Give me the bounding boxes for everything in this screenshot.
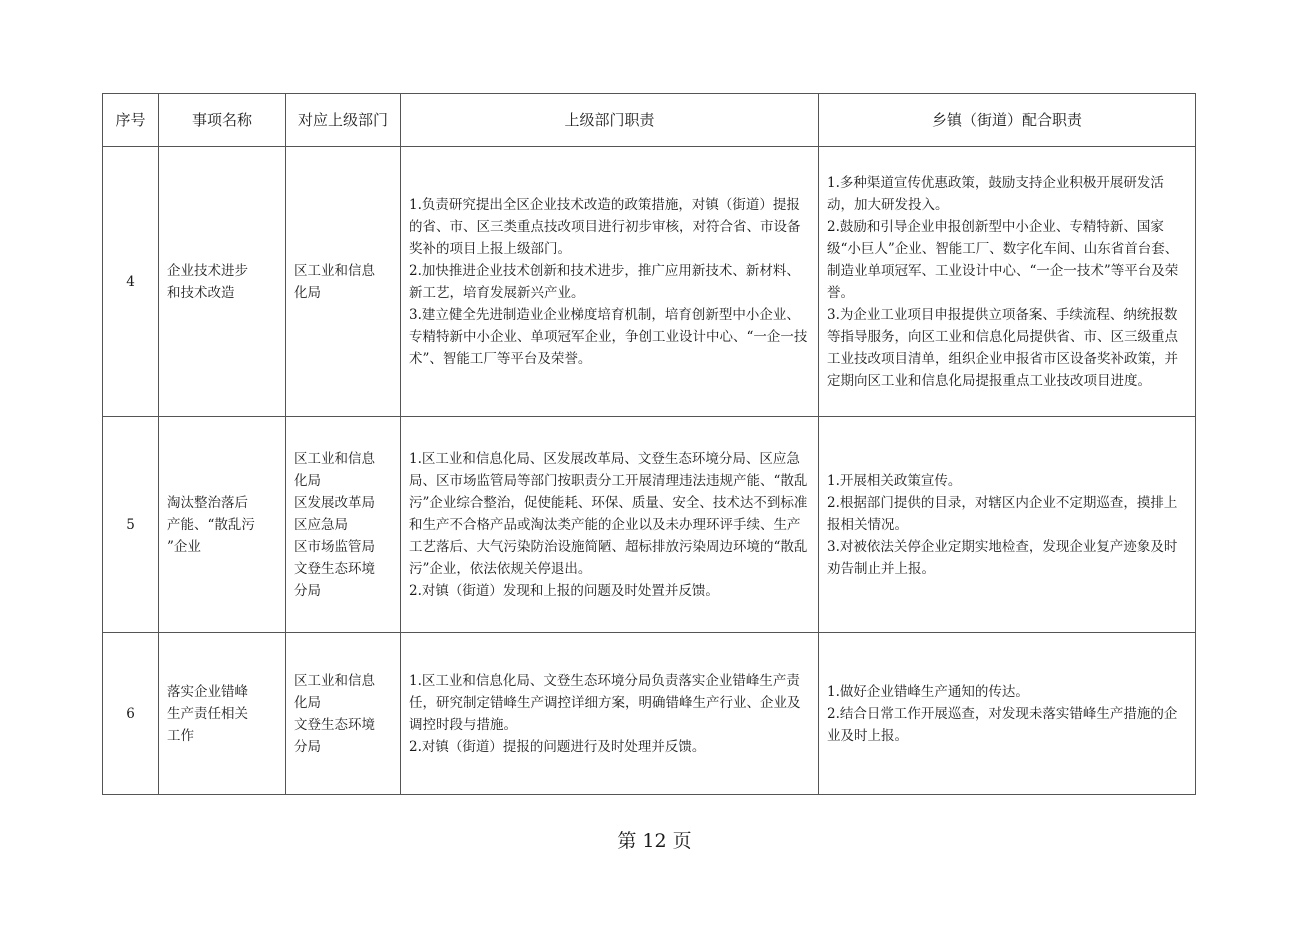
town-duty-item: 1.多种渠道宣传优惠政策，鼓励支持企业积极开展研发活动，加大研发投入。 bbox=[827, 174, 1164, 213]
row-upper-duty bbox=[401, 417, 819, 633]
duty-table bbox=[102, 93, 1196, 795]
header-town-duty: 乡镇（街道）配合职责 bbox=[819, 94, 1196, 147]
town-duty-item: 3.为企业工业项目申报提供立项备案、手续流程、纳统报数等指导服务，向区工业和信息化局提供省、市、区三级重点工业技改项目清单，组织企业申报省市区设备奖补政策，并定期向区工业和信息化局提报重点工业技改项目进度。 bbox=[827, 306, 1178, 389]
upper-duty-item: 2.加快推进企业技术创新和技术进步，推广应用新技术、新材料、新工艺，培育发展新兴产业。 bbox=[409, 262, 800, 301]
upper-duty-item: 1.负责研究提出全区企业技术改造的政策措施，对镇（街道）提报的省、市、区三类重点技改项目进行初步审核，对符合省、市设备奖补的项目上报上级部门。 bbox=[409, 196, 801, 257]
row-upper-duty bbox=[401, 147, 819, 417]
row-seq: 5 bbox=[103, 417, 159, 633]
upper-duty-item: 2.对镇（街道）提报的问题进行及时处理并反馈。 bbox=[409, 738, 706, 755]
town-duty-item: 2.结合日常工作开展巡查，对发现未落实错峰生产措施的企业及时上报。 bbox=[827, 705, 1178, 744]
header-upper-dept: 对应上级部门 bbox=[286, 94, 401, 147]
row-town-duty bbox=[819, 417, 1196, 633]
row-item-name: 落实企业错峰 生产责任相关 工作 bbox=[159, 633, 286, 795]
row-upper-duty bbox=[401, 633, 819, 795]
upper-duty-item: 2.对镇（街道）发现和上报的问题及时处置并反馈。 bbox=[409, 582, 719, 599]
upper-duty-item: 1.区工业和信息化局、区发展改革局、文登生态环境分局、区应急局、区市场监管局等部门按职责分工开展清理违法违规产能、“散乱污”企业综合整治，促使能耗、环保、质量、安全、技术达不到标准和生产不合格产品或淘汰类产能的企业以及未办理环评手续、生产工艺落后、大气污染防治设施简陋、超标排放污染周边环境的“散乱污”企业，依法依规关停退出。 bbox=[409, 450, 808, 577]
town-duty-item: 1.开展相关政策宣传。 bbox=[827, 472, 962, 489]
row-seq: 6 bbox=[103, 633, 159, 795]
header-seq: 序号 bbox=[103, 94, 159, 147]
row-town-duty bbox=[819, 633, 1196, 795]
table-row bbox=[103, 147, 1196, 417]
row-seq: 4 bbox=[103, 147, 159, 417]
table-header-row bbox=[103, 94, 1196, 147]
row-item-name: 企业技术进步 和技术改造 bbox=[159, 147, 286, 417]
town-duty-item: 3.对被依法关停企业定期实地检查，发现企业复产迹象及时劝告制止并上报。 bbox=[827, 538, 1178, 577]
row-town-duty bbox=[819, 147, 1196, 417]
table-row bbox=[103, 417, 1196, 633]
upper-duty-item: 1.区工业和信息化局、文登生态环境分局负责落实企业错峰生产责任，研究制定错峰生产调控详细方案，明确错峰生产行业、企业及调控时段与措施。 bbox=[409, 672, 801, 733]
row-item-name: 淘汰整治落后 产能、“散乱污 ”企业 bbox=[159, 417, 286, 633]
upper-duty-item: 3.建立健全先进制造业企业梯度培育机制，培育创新型中小企业、专精特新中小企业、单项冠军企业，争创工业设计中心、“一企一技术”、智能工厂等平台及荣誉。 bbox=[409, 306, 808, 367]
header-upper-duty: 上级部门职责 bbox=[401, 94, 819, 147]
town-duty-item: 2.根据部门提供的目录，对辖区内企业不定期巡查，摸排上报相关情况。 bbox=[827, 494, 1178, 533]
table-row bbox=[103, 633, 1196, 795]
page-number: 第 12 页 bbox=[617, 830, 692, 852]
row-upper-dept: 区工业和信息 化局 bbox=[286, 147, 401, 417]
town-duty-item: 2.鼓励和引导企业申报创新型中小企业、专精特新、国家级“小巨人”企业、智能工厂、数字化车间、山东省首台套、制造业单项冠军、工业设计中心、“一企一技术”等平台及荣誉。 bbox=[827, 218, 1179, 301]
header-item-name: 事项名称 bbox=[159, 94, 286, 147]
row-upper-dept: 区工业和信息 化局 文登生态环境 分局 bbox=[286, 633, 401, 795]
row-upper-dept: 区工业和信息 化局 区发展改革局 区应急局 区市场监管局 文登生态环境 分局 bbox=[286, 417, 401, 633]
town-duty-item: 1.做好企业错峰生产通知的传达。 bbox=[827, 683, 1029, 700]
